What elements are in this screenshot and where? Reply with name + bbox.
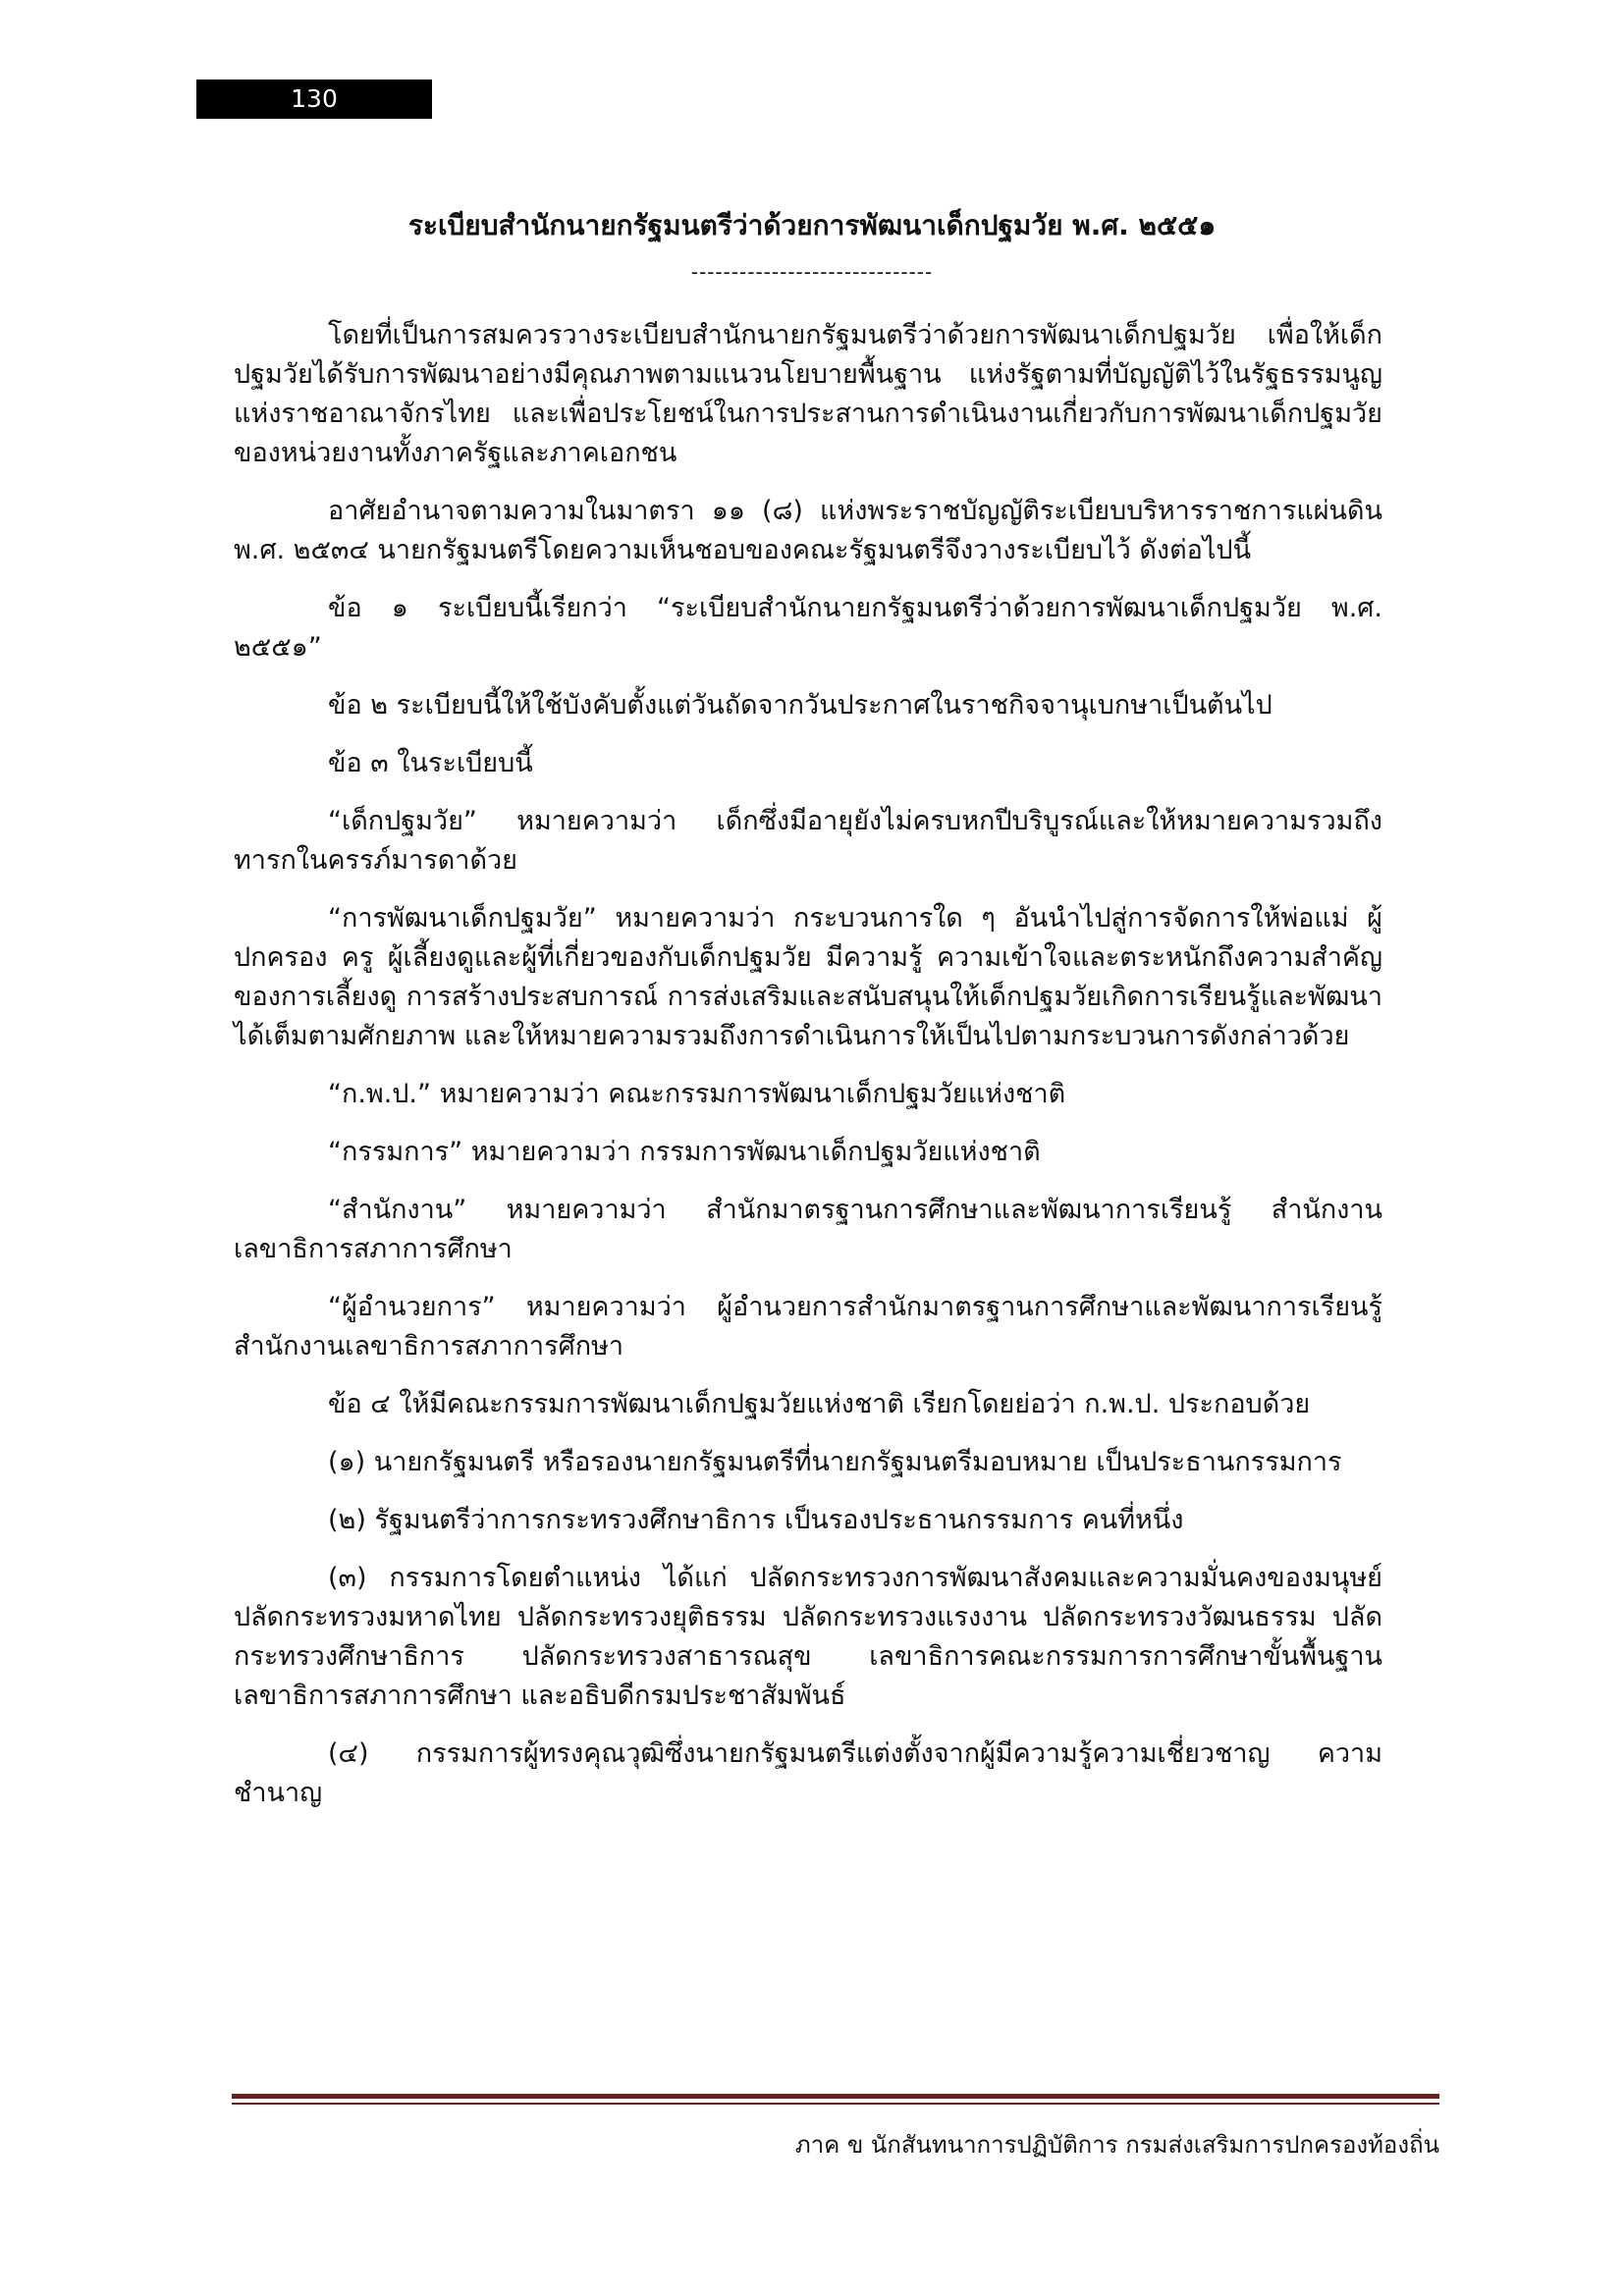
definition-development: “การพัฒนาเด็กปฐมวัย” หมายความว่า กระบวนการใด ๆ อันนำไปสู่การจัดการให้พ่อแม่ ผู้ปกครอง ครู ผู้เลี้ยงดูและผู้ที่เกี่ยวของกับเด็กปฐมวัย มีความรู้ ความเข้าใจและตระหนักถึงความสำคัญของการเลี้ยงดู การสร้างประสบการณ์ การส่งเสริมและสนับสนุนให้เด็กปฐมวัยเกิดการเรียนรู้และพัฒนาได้เต็มตามศักยภาพ และให้หมายความรวมถึงการดำเนินการให้เป็นไปตามกระบวนการดังกล่าวด้วย	[234, 903, 1382, 1051]
clause-4-item-1: (๑) นายกรัฐมนตรี หรือรองนายกรัฐมนตรีที่นายกรัฐมนตรีมอบหมาย เป็นประธานกรรมการ	[328, 1447, 1342, 1477]
document-title: ระเบียบสำนักนายกรัฐมนตรีว่าด้วยการพัฒนาเด็กปฐมวัย พ.ศ. ๒๕๕๑	[407, 209, 1217, 241]
definition-member: “กรรมการ” หมายความว่า กรรมการพัฒนาเด็กปฐมวัยแห่งชาติ	[328, 1137, 1041, 1167]
clause-3: ข้อ ๓ ในระเบียบนี้	[328, 748, 533, 778]
title-separator: ------------------------------	[690, 260, 934, 284]
clause-2: ข้อ ๒ ระเบียบนี้ให้ใช้บังคับตั้งแต่วันถัดจากวันประกาศในราชกิจจานุเบกษาเป็นต้นไป	[328, 690, 1272, 721]
clause-4-item-2: (๒) รัฐมนตรีว่าการกระทรวงศึกษาธิการ เป็นรองประธานกรรมการ คนที่หนึ่ง	[328, 1505, 1184, 1535]
definition-early-childhood: “เด็กปฐมวัย” หมายความว่า เด็กซึ่งมีอายุยังไม่ครบหกปีบริบูรณ์และให้หมายความรวมถึงทารกในครรภ์มารดาด้วย	[234, 806, 1382, 876]
clause-4: ข้อ ๔ ให้มีคณะกรรมการพัฒนาเด็กปฐมวัยแห่งชาติ เรียกโดยย่อว่า ก.พ.ป. ประกอบด้วย	[328, 1389, 1311, 1419]
page-footer: ภาค ข นักสันทนาการปฏิบัติการ กรมส่งเสริมการปกครองท้องถิ่น	[794, 2131, 1439, 2159]
footer-divider	[232, 2094, 1439, 2099]
definition-office: “สำนักงาน” หมายความว่า สำนักมาตรฐานการศึกษาและพัฒนาการเรียนรู้ สำนักงานเลขาธิการสภาการศึกษา	[234, 1195, 1382, 1264]
definition-committee: “ก.พ.ป.” หมายความว่า คณะกรรมการพัฒนาเด็กปฐมวัยแห่งชาติ	[328, 1079, 1066, 1109]
clause-4-item-3: (๓) กรรมการโดยตำแหน่ง ได้แก่ ปลัดกระทรวงการพัฒนาสังคมและความมั่นคงของมนุษย์ ปลัดกระทรวงมหาดไทย ปลัดกระทรวงยุติธรรม ปลัดกระทรวงแรงงาน ปลัดกระทรวงวัฒนธรรม ปลัดกระทรวงศึกษาธิการ ปลัดกระทรวงสาธารณสุข เลขาธิการคณะกรรมการการศึกษาขั้นพื้นฐาน เลขาธิการสภาการศึกษา และอธิบดีกรมประชาสัมพันธ์	[234, 1563, 1382, 1711]
clause-4-item-4: (๔) กรรมการผู้ทรงคุณวุฒิซึ่งนายกรัฐมนตรีแต่งตั้งจากผู้มีความรู้ความเชี่ยวชาญ ความชำนาญ	[234, 1738, 1382, 1808]
footer-divider-thin	[232, 2103, 1439, 2105]
clause-1: ข้อ ๑ ระเบียบนี้เรียกว่า “ระเบียบสำนักนายกรัฐมนตรีว่าด้วยการพัฒนาเด็กปฐมวัย พ.ศ. ๒๕๕๑”	[234, 593, 1382, 663]
definition-director: “ผู้อำนวยการ” หมายความว่า ผู้อำนวยการสำนักมาตรฐานการศึกษาและพัฒนาการเรียนรู้ สำนักงานเลขาธิการสภาการศึกษา	[234, 1292, 1382, 1362]
paragraph-preamble: โดยที่เป็นการสมควรวางระเบียบสำนักนายกรัฐมนตรีว่าด้วยการพัฒนาเด็กปฐมวัย เพื่อให้เด็กปฐมวัยได้รับการพัฒนาอย่างมีคุณภาพตามแนวนโยบายพื้นฐาน แห่งรัฐตามที่บัญญัติไว้ในรัฐธรรมนูญแห่งราชอาณาจักรไทย และเพื่อประโยชน์ในการประสานการดำเนินงานเกี่ยวกับการพัฒนาเด็กปฐมวัยของหน่วยงานทั้งภาครัฐและภาคเอกชน	[234, 320, 1382, 468]
document-body	[234, 316, 1382, 1813]
page-number: 130	[196, 80, 432, 119]
paragraph-authority: อาศัยอำนาจตามความในมาตรา ๑๑ (๘) แห่งพระราชบัญญัติระเบียบบริหารราชการแผ่นดิน พ.ศ. ๒๕๓๔ นายกรัฐมนตรีโดยความเห็นชอบของคณะรัฐมนตรีจึงวางระเบียบไว้ ดังต่อไปนี้	[234, 496, 1382, 565]
